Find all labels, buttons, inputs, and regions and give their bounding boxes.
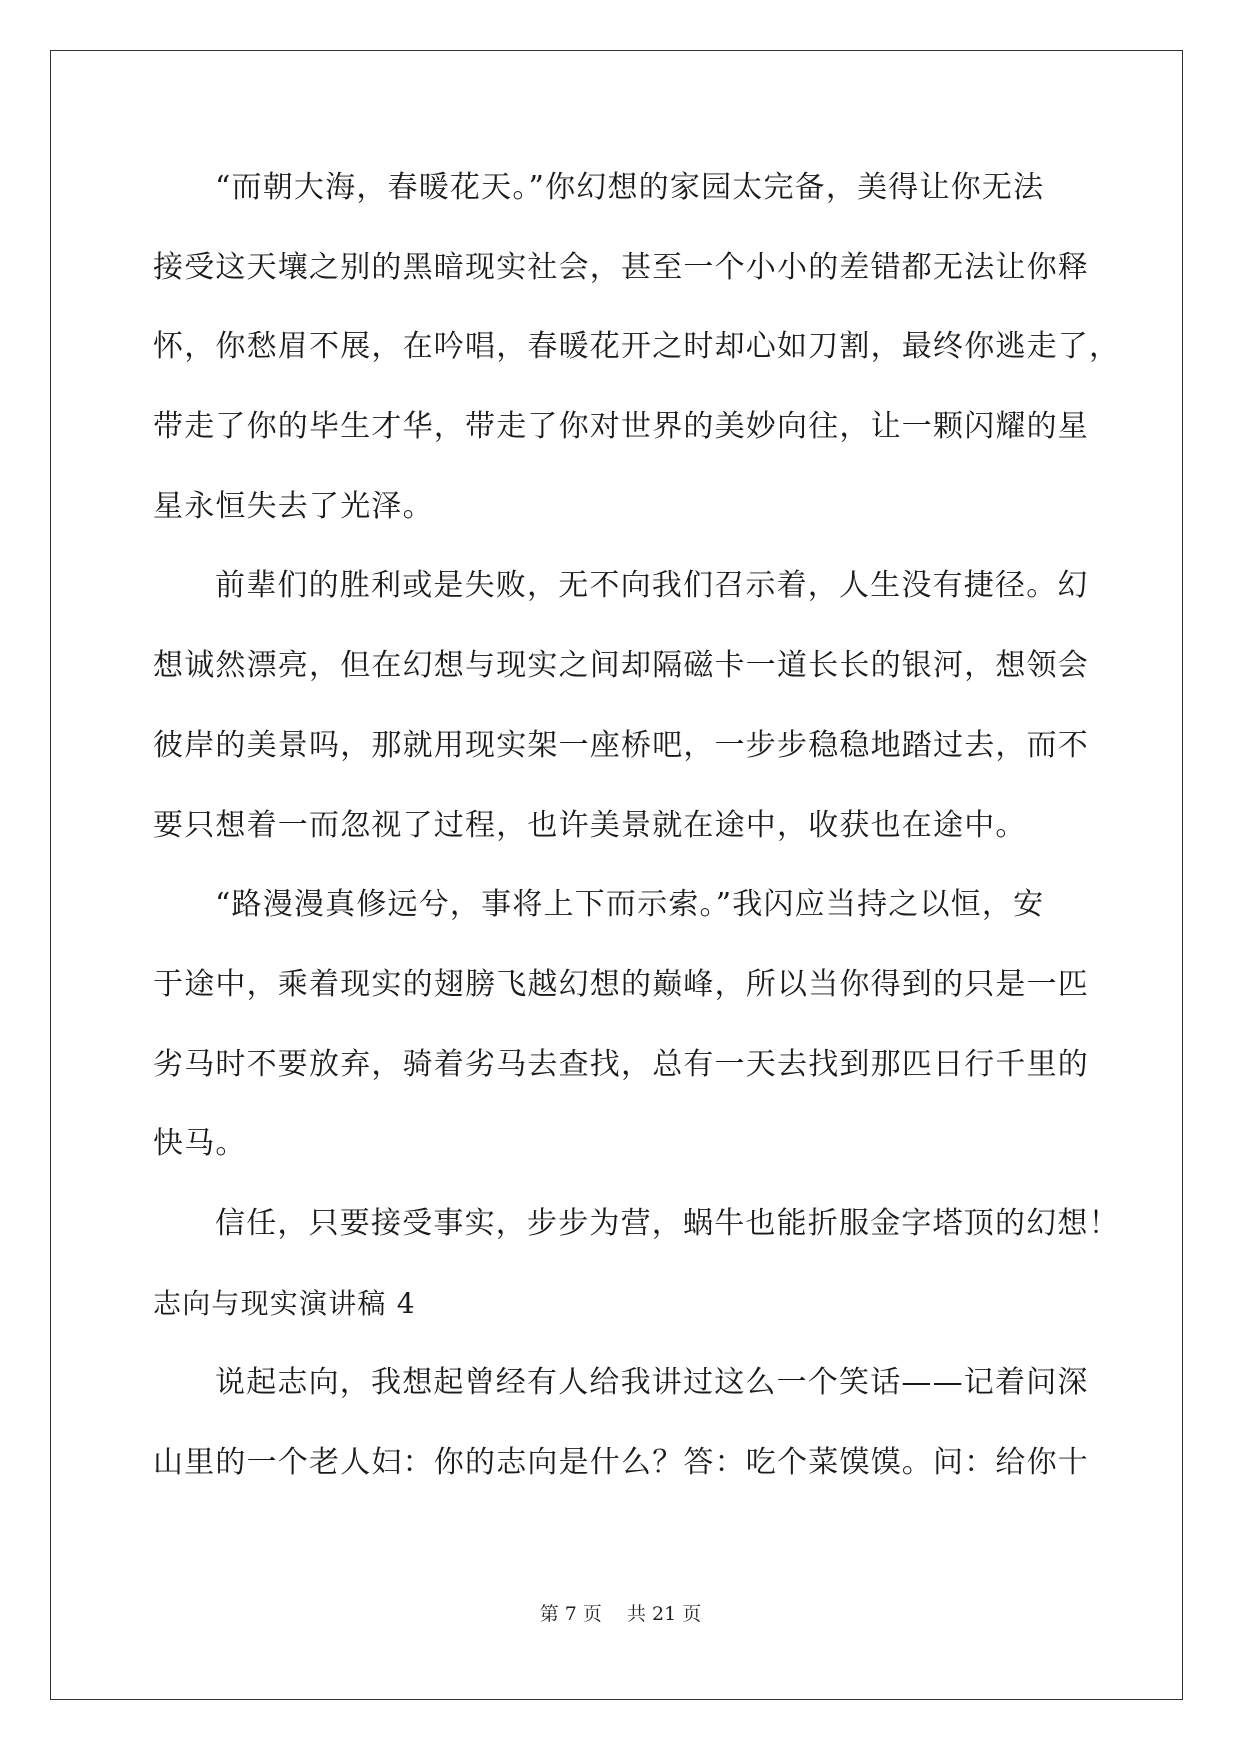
paragraph-line: 星永恒失去了光泽。 xyxy=(153,488,434,524)
section-heading: 志向与现实演讲稿 4 xyxy=(153,1286,416,1320)
page-number-footer: 第 7 页 共 21 页 xyxy=(539,1603,702,1625)
paragraph-line: 彼岸的美景吗，那就用现实架一座桥吧，一步步稳稳地踏过去，而不 xyxy=(153,727,1089,763)
paragraph-line: 信任，只要接受事实，步步为营，蜗牛也能折服金字塔顶的幻想！ xyxy=(215,1205,1120,1241)
paragraph-line: 要只想着一而忽视了过程，也许美景就在途中，收获也在途中。 xyxy=(153,807,1027,843)
paragraph-line: 说起志向，我想起曾经有人给我讲过这么一个笑话——记着问深 xyxy=(215,1365,1089,1401)
paragraph-line: 怀，你愁眉不展，在吟唱，春暖花开之时却心如刀割，最终你逃走了， xyxy=(153,329,1121,365)
paragraph-line: 劣马时不要放弃，骑着劣马去查找，总有一天去找到那匹日行千里的 xyxy=(153,1046,1089,1082)
paragraph-line: 带走了你的毕生才华，带走了你对世界的美妙向往，让一颗闪耀的星 xyxy=(153,409,1089,445)
paragraph-line: “路漫漫真修远兮，事将上下而示索。”我闪应当持之以恒，安 xyxy=(215,887,1045,923)
paragraph-line: 接受这天壤之别的黑暗现实社会，甚至一个小小的差错都无法让你释 xyxy=(153,249,1089,285)
paragraph-line: 快马。 xyxy=(153,1126,247,1162)
paragraph-line: 于途中，乘着现实的翅膀飞越幻想的巅峰，所以当你得到的只是一匹 xyxy=(153,966,1089,1002)
document-body xyxy=(153,158,1121,1513)
paragraph-line: 山里的一个老人妇：你的志向是什么？答：吃个菜馍馍。问：给你十 xyxy=(153,1445,1089,1480)
paragraph-line: “而朝大海，春暖花天。”你幻想的家园太完备，美得让你无法 xyxy=(215,170,1045,205)
paragraph-line: 前辈们的胜利或是失败，无不向我们召示着，人生没有捷径。幻 xyxy=(215,568,1089,604)
paragraph-line: 想诚然漂亮，但在幻想与现实之间却隔磁卡一道长长的银河，想领会 xyxy=(153,648,1089,684)
